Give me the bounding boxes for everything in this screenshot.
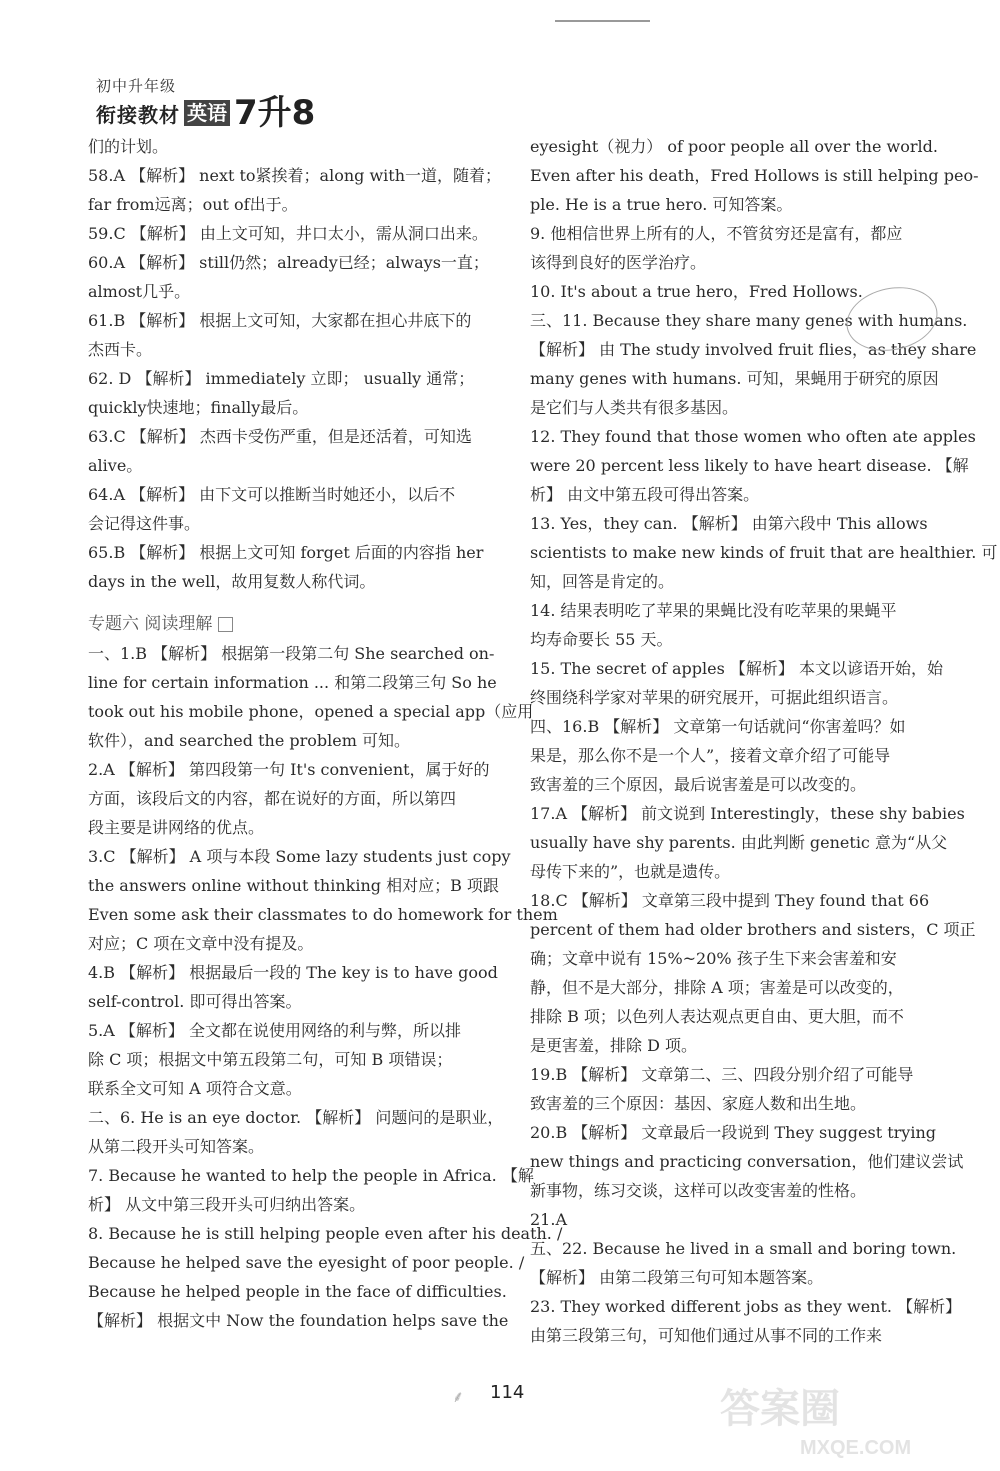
text-line: 排除 B 项；以色列人表达观点更自由、更大胆，而不 (530, 1007, 904, 1026)
text-line: line for certain information ... 和第二段第三句 So he (88, 673, 497, 692)
text-line: 联系全文可知 A 项符合文意。 (88, 1079, 302, 1098)
text-line: 致害羞的三个原因，最后说害羞是可以改变的。 (530, 775, 867, 794)
text-line: 果是，那么你不是一个人”，接着文章介绍了可能导 (530, 746, 891, 765)
text-line: 会记得这件事。 (88, 514, 201, 533)
text-line: 四、16.B 【解析】 文章第一句话就问“你害羞吗？如 (530, 717, 906, 736)
text-line: alive。 (88, 456, 143, 475)
text-line: 析】 从文中第三段开头可归纳出答案。 (88, 1195, 366, 1214)
text-line: 是它们与人类共有很多基因。 (530, 398, 739, 417)
text-line: 14. 结果表明吃了苹果的果蝇比没有吃苹果的果蝇平 (530, 601, 897, 620)
section-icon (218, 617, 233, 632)
text-line: 2.A 【解析】 第四段第一句 It's convenient，属于好的 (88, 760, 490, 779)
text-line: 59.C 【解析】 由上文可知，井口太小，需从洞口出来。 (88, 224, 488, 243)
text-line: 12. They found that those women who often ate apples (530, 427, 976, 446)
text-line: 段主要是讲网络的优点。 (88, 818, 265, 837)
text-line: 20.B 【解析】 文章最后一段说到 They suggest trying (530, 1123, 937, 1142)
text-line: ple. He is a true hero. 可知答案。 (530, 195, 793, 214)
section-title-text: 专题六 阅读理解 (88, 614, 213, 634)
text-line: 10. It's about a true hero，Fred Hollows. (530, 282, 863, 301)
text-line: 4.B 【解析】 根据最后一段的 The key is to have good (88, 963, 498, 982)
page-number: 114 (490, 1382, 525, 1403)
text-line: 【解析】 由第二段第三句可知本题答案。 (530, 1268, 824, 1287)
text-line: days in the well，故用复数人称代词。 (88, 572, 376, 591)
text-line: 60.A 【解析】 still仍然；already已经；always一直； (88, 253, 489, 272)
text-line: Because he helped save the eyesight of poor people. / (88, 1253, 525, 1272)
text-line: many genes with humans. 可知，果蝇用于研究的原因 (530, 369, 939, 388)
text-line: the answers online without thinking 相对应；B 项跟 (88, 876, 499, 895)
text-line: 62. D 【解析】 immediately 立即； usually 通常； (88, 369, 475, 388)
text-line: 五、22. Because he lived in a small and boring town. (530, 1239, 957, 1258)
text-line: Even after his death，Fred Hollows is still helping peo- (530, 166, 979, 185)
watermark-logo (690, 1380, 980, 1460)
text-line: 由第三段第三句，可知他们通过从事不同的工作来 (530, 1326, 883, 1345)
text-line: eyesight（视力） of poor people all over the world. (530, 137, 938, 156)
text-line: self-control. 即可得出答案。 (88, 992, 302, 1011)
text-line: new things and practicing conversation，他们建议尝试 (530, 1152, 964, 1171)
text-line: 们的计划。 (88, 137, 169, 156)
svg-text:MXQE.COM: MXQE.COM (800, 1437, 912, 1459)
page-decoration-icon: ⸙ (452, 1387, 465, 1406)
text-line: 是更害羞，排除 D 项。 (530, 1036, 698, 1055)
text-line: usually have shy parents. 由此判断 genetic 意为“从父 (530, 833, 948, 852)
header-line1: 初中升年级 (96, 77, 177, 95)
svg-text:答案圈: 答案圈 (720, 1387, 840, 1431)
text-line: 19.B 【解析】 文章第二、三、四段分别介绍了可能导 (530, 1065, 914, 1084)
text-line: 知，回答是肯定的。 (530, 572, 675, 591)
text-line: 母传下来的”，也就是遗传。 (530, 862, 731, 881)
text-line: 17.A 【解析】 前文说到 Interestingly，these shy babies (530, 804, 965, 823)
text-line: percent of them had older brothers and sisters，C 项正 (530, 920, 976, 939)
text-line: 23. They worked different jobs as they went. 【解析】 (530, 1297, 962, 1316)
text-line: 该得到良好的医学治疗。 (530, 253, 707, 272)
text-line: 7. Because he wanted to help the people in Africa. 【解 (88, 1166, 534, 1185)
text-line: 63.C 【解析】 杰西卡受伤严重，但是还活着，可知选 (88, 427, 472, 446)
text-line: 13. Yes，they can. 【解析】 由第六段中 This allows (530, 514, 928, 533)
text-line: 软件），and searched the problem 可知。 (88, 731, 411, 750)
text-line: 除 C 项；根据文中第五段第二句，可知 B 项错误； (88, 1050, 453, 1069)
text-line: took out his mobile phone，opened a special app（应用 (88, 702, 534, 721)
text-line: scientists to make new kinds of fruit that are healthier. 可 (530, 543, 998, 562)
text-line: 从第二段开头可知答案。 (88, 1137, 265, 1156)
text-line: 3.C 【解析】 A 项与本段 Some lazy students just copy (88, 847, 511, 866)
text-line: 58.A 【解析】 next to紧挨着；along with一道，随着； (88, 166, 502, 185)
text-line: 21.A (530, 1210, 567, 1229)
text-line: 方面，该段后文的内容，都在说好的方面，所以第四 (88, 789, 457, 808)
header-line2: 衔接教材 (96, 102, 180, 127)
section-title (88, 610, 488, 639)
text-line: 杰西卡。 (88, 340, 153, 359)
text-line: almost几乎。 (88, 282, 191, 301)
text-line: 5.A 【解析】 全文都在说使用网络的利与弊，所以排 (88, 1021, 461, 1040)
text-line: 【解析】 由 The study involved fruit flies，as they share (530, 340, 977, 359)
text-line: 18.C 【解析】 文章第三段中提到 They found that 66 (530, 891, 930, 910)
text-line: 9. 他相信世界上所有的人，不管贫穷还是富有，都应 (530, 224, 903, 243)
page-header (96, 78, 315, 131)
text-line: 8. Because he is still helping people even after his death. / (88, 1224, 563, 1243)
text-line: Because he helped people in the face of difficulties. (88, 1282, 507, 1301)
grade-label: 7升8 (234, 93, 316, 133)
text-line: quickly快速地；finally最后。 (88, 398, 309, 417)
text-line: 对应；C 项在文章中没有提及。 (88, 934, 314, 953)
text-line: 终围绕科学家对苹果的研究展开，可据此组织语言。 (530, 688, 899, 707)
text-line: Even some ask their classmates to do homework for them (88, 905, 558, 924)
text-line: far from远离；out of出于。 (88, 195, 298, 214)
text-line: 一、1.B 【解析】 根据第一段第二句 She searched on- (88, 644, 495, 663)
text-line: 致害羞的三个原因：基因、家庭人数和出生地。 (530, 1094, 867, 1113)
text-line: 61.B 【解析】 根据上文可知，大家都在担心井底下的 (88, 311, 472, 330)
text-line: 64.A 【解析】 由下文可以推断当时她还小，以后不 (88, 485, 456, 504)
text-line: 确；文章中说有 15%~20% 孩子生下来会害羞和安 (530, 949, 897, 968)
text-line: 三、11. Because they share many genes with humans. (530, 311, 968, 330)
text-line: 二、6. He is an eye doctor. 【解析】 问题问的是职业， (88, 1108, 504, 1127)
text-line: 析】 由文中第五段可得出答案。 (530, 485, 760, 504)
text-line: 新事物，练习交谈，这样可以改变害羞的性格。 (530, 1181, 867, 1200)
text-line: were 20 percent less likely to have heart disease. 【解 (530, 456, 969, 475)
text-line: 【解析】 根据文中 Now the foundation helps save the (88, 1311, 509, 1330)
text-line: 15. The secret of apples 【解析】 本文以谚语开始，始 (530, 659, 943, 678)
top-rule (555, 20, 650, 22)
text-line: 静，但不是大部分，排除 A 项；害羞是可以改变的， (530, 978, 904, 997)
text-line: 65.B 【解析】 根据上文可知 forget 后面的内容指 her (88, 543, 484, 562)
subject-badge: 英语 (184, 100, 230, 126)
text-line: 均寿命要长 55 天。 (530, 630, 673, 649)
